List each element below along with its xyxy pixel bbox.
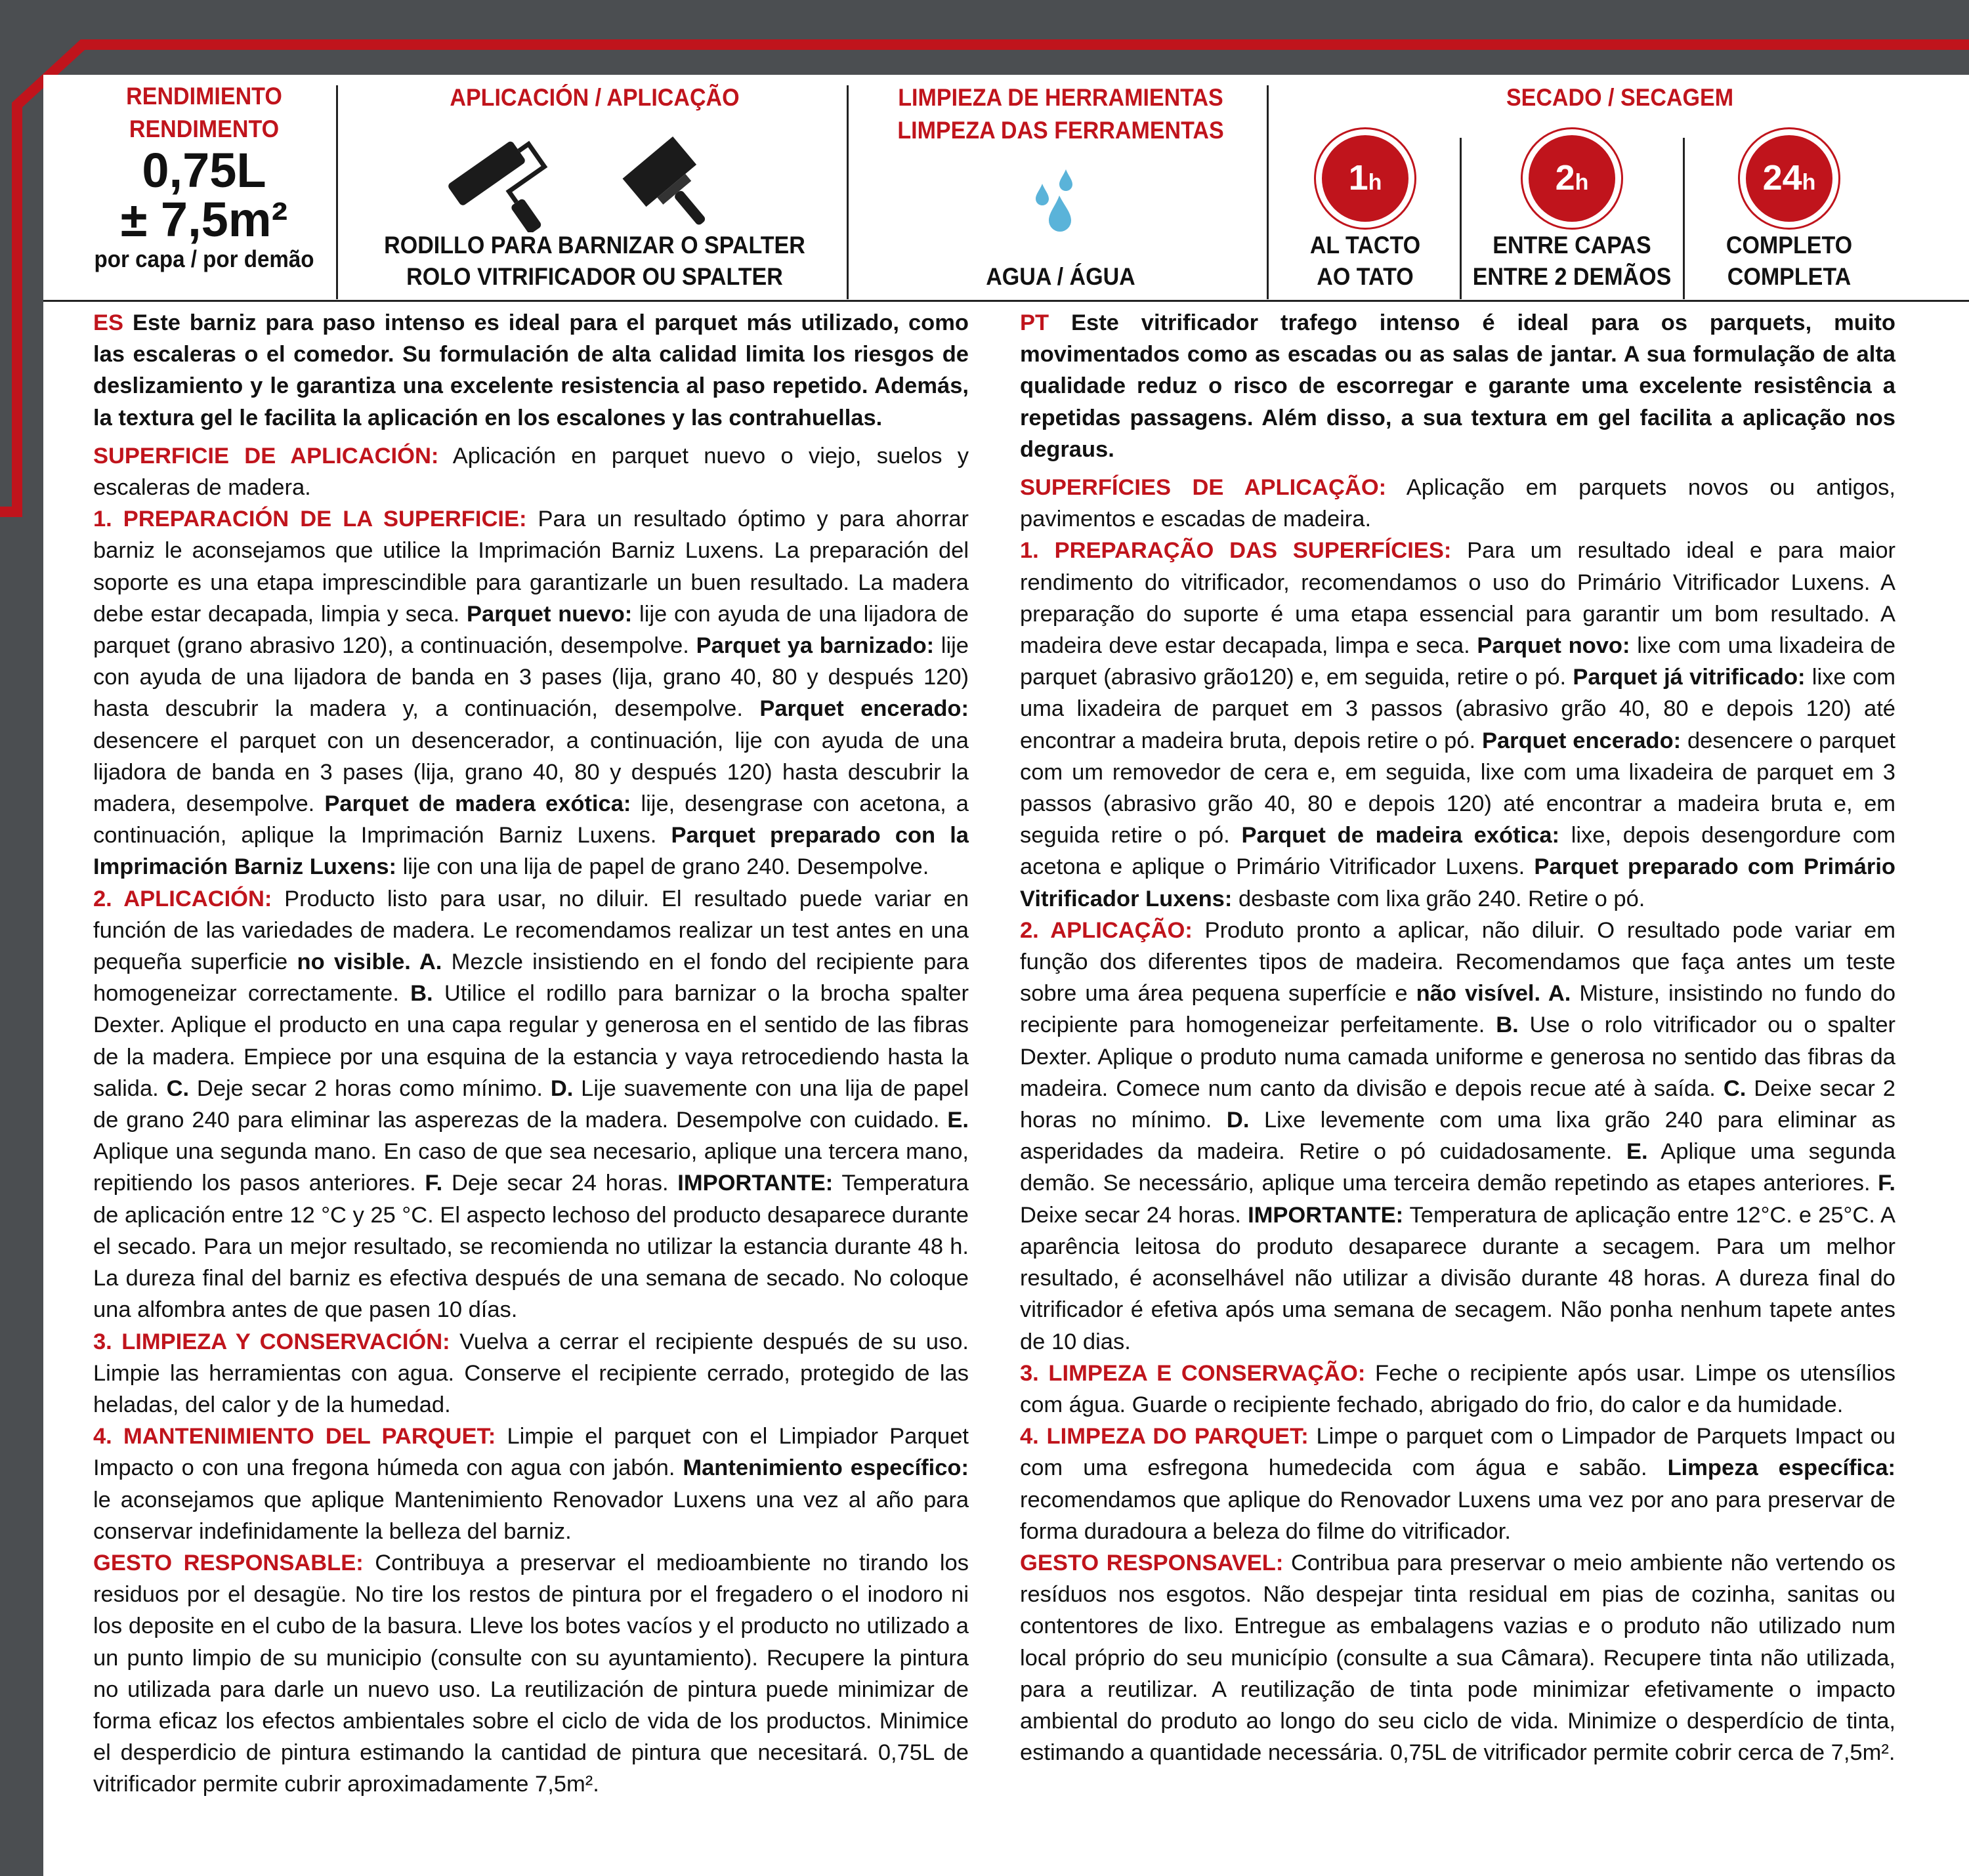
drying-time-1: 1 xyxy=(1348,158,1368,198)
application-title: APLICACIÓN / APLICAÇÃO xyxy=(450,84,740,111)
cleaning-title-pt: LIMPEZA DAS FERRAMENTAS xyxy=(897,117,1224,144)
intro-pt: PT Este vitrificador trafego intenso é ideal para os parquets, muito movimentados como as escadas ou as salas de jantar. A sua formulação de alta qualidade reduz o risco de escorregar e garante uma excelente resistência a repetidas passagens. Além disso, a sua textura em gel facilita a aplicação nos degraus. xyxy=(1020,310,1895,462)
section-surface-es: SUPERFICIE DE APLICACIÓN: Aplicación en parquet nuevo o viejo, suelos y escaleras de madera. xyxy=(93,443,969,501)
yield-title-es: RENDIMIENTO xyxy=(126,83,282,110)
drying-label-1-es: AL TACTO xyxy=(1309,232,1421,259)
text-column-es xyxy=(93,307,969,1801)
spalter-brush-icon xyxy=(618,134,729,232)
clock-24h-icon xyxy=(1738,127,1840,230)
clock-1h-icon xyxy=(1314,127,1416,230)
cleaning-label: AGUA / ÁGUA xyxy=(986,263,1135,290)
lang-code-pt: PT xyxy=(1020,310,1049,335)
cleaning-block xyxy=(857,75,1264,302)
drying-label-3-es: COMPLETO xyxy=(1726,232,1853,259)
yield-volume: 0,75L xyxy=(142,143,266,198)
clock-2h-icon xyxy=(1521,127,1623,230)
drying-unit-1: h xyxy=(1368,170,1382,195)
section-application-pt: 2. APLICAÇÃO: Produto pronto a aplicar, não diluir. O resultado pode variar em função dos diferentes tipos de madeira. Recomendamos que faça antes um teste sobre uma área pequena superfície e não visível. A. Misture, insistindo no fundo do recipiente para homogeneizar perfeitamente. B. Use o rolo vitrificador ou o spalter Dexter. Aplique o produto numa camada uniforme e generosa no sentido das fibras da madeira. Comece num canto da divisão e depois recue até à saída. C. Deixe secar 2 horas no mínimo. D. Lixe levemente com uma lixa grão 240 para eliminar as asperidades da madeira. Retire o pó cuidadosamente. E. Aplique uma segunda demão. Se necessário, aplique uma terceira demão repetindo as etapes anteriores. F. Deixe secar 24 horas. IMPORTANTE: Temperatura de aplicação entre 12°C. e 25°C. A aparência leitosa do produto desaparece durante a secagem. Para um melhor resultado, é aconselhável não utilizar a divisão durante 48 horas. A dureza final do vitrificador é efetiva após uma semana de secagem. Não ponha nenhum tapete antes de 10 dias. xyxy=(1020,917,1896,1354)
roller-icon xyxy=(442,134,561,232)
drying-item-complete xyxy=(1684,75,1894,302)
application-block xyxy=(345,75,844,302)
water-drops-icon xyxy=(1028,167,1087,245)
drying-title: SECADO / SECAGEM xyxy=(1506,84,1734,111)
header-band xyxy=(43,75,1969,302)
yield-block xyxy=(83,75,326,302)
drying-time-2: 2 xyxy=(1555,158,1575,198)
section-surface-pt: SUPERFÍCIES DE APLICAÇÃO: Aplicação em parquets novos ou antigos, pavimentos e escadas de madeira. xyxy=(1020,475,1895,532)
yield-per-coat: por capa / por demão xyxy=(94,245,314,272)
drying-unit-2: h xyxy=(1575,170,1589,195)
drying-label-3-pt: COMPLETA xyxy=(1727,263,1852,290)
section-cleaning-es: 3. LIMPIEZA Y CONSERVACIÓN: Vuelva a cerrar el recipiente después de su uso. Limpie las herramientas con agua. Conserve el recipiente cerrado, protegido de las heladas, del calor y de la humedad. xyxy=(93,1329,969,1417)
drying-item-between-coats xyxy=(1461,75,1683,302)
yield-area: ± 7,5m² xyxy=(120,192,288,247)
section-maintenance-pt: 4. LIMPEZA DO PARQUET: Limpe o parquet com o Limpador de Parquets Impact ou com uma esfregona humedecida com água e sabão. Limpeza específica: recomendamos que aplique do Renovador Luxens uma vez por ano para preservar de forma duradoura a beleza do filme do vitrificador. xyxy=(1020,1424,1895,1544)
application-line-pt: ROLO VITRIFICADOR OU SPALTER xyxy=(406,263,783,290)
yield-title-pt: RENDIMENTO xyxy=(129,115,280,142)
section-application-es: 2. APLICACIÓN: Producto listo para usar, no diluir. El resultado puede variar en función de las variedades de madera. Le recomendamos realizar un test antes en una pequeña superficie no visible. A. Mezcle insistiendo en el fondo del recipiente para homogeneizar correctamente. B. Utilice el rodillo para barnizar o la brocha spalter Dexter. Aplique el producto en una capa regular y generosa en el sentido de las fibras de la madera. Empiece por una esquina de la estancia y vaya retrocediendo hasta la salida. C. Deje secar 2 horas como mínimo. D. Lije suavemente con una lija de papel de grano 240 para eliminar las asperezas de la madera. Desempolve con cuidado. E. Aplique una segunda mano. En caso de que sea necesario, aplique una tercera mano, repitiendo los pasos anteriores. F. Deje secar 24 horas. IMPORTANTE: Temperatura de aplicación entre 12 °C y 25 °C. El aspecto lechoso del producto desaparece durante el secado. Para un mejor resultado, se recomienda no utilizar la estancia durante 48 h. La dureza final del barniz es efectiva después de una semana de secado. No coloque una alfombra antes de que pasen 10 días. xyxy=(93,886,969,1323)
drying-unit-3: h xyxy=(1802,170,1816,195)
drying-label-1-pt: AO TATO xyxy=(1317,263,1414,290)
drying-block xyxy=(1271,75,1969,302)
section-maintenance-es: 4. MANTENIMIENTO DEL PARQUET: Limpie el parquet con el Limpiador Parquet Impacto o con una fregona húmeda con agua con jabón. Mantenimiento específico: le aconsejamos que aplique Mantenimiento Renovador Luxens una vez al año para conservar indefinidamente la belleza del barniz. xyxy=(93,1424,969,1544)
text-column-pt xyxy=(1020,307,1895,1768)
section-preparation-es: 1. PREPARACIÓN DE LA SUPERFICIE: Para un resultado óptimo y para ahorrar barniz le aconsejamos que utilice la Imprimación Barniz Luxens. La preparación del soporte es una etapa imprescindible para garantizarle un buen resultado. La madera debe estar decapada, limpia y seca. Parquet nuevo: lije con ayuda de una lijadora de parquet (grano abrasivo 120), a continuación, desempolve. Parquet ya barnizado: lije con ayuda de una lijadora de banda en 3 pases (lija, grano 40, 80 y después 120) hasta descubrir la madera y, a continuación, desempolve. Parquet encerado: desencere el parquet con un desencerador, a continuación, lije con ayuda de una lijadora de banda en 3 pases (lija, grano 40, 80 y después 120) hasta descubrir la madera, desempolve. Parquet de madera exótica: lije, desengrase con acetona, a continuación, aplique la Imprimación Barniz Luxens. Parquet preparado con la Imprimación Barniz Luxens: lije con una lija de papel de grano 240. Desempolve. xyxy=(93,507,969,880)
section-responsible-es: GESTO RESPONSABLE: Contribuya a preservar el medioambiente no tirando los residuos por el desagüe. No tire los restos de pintura por el fregadero o el inodoro ni los deposite en el cubo de la basura. Lleve los botes vacíos y el producto no utilizado a un punto limpio de su municipio (consulte con su ayuntamiento). Recupere la pintura no utilizada para darle un nuevo uso. La reutilización de pintura puede minimizar de forma eficaz los efectos ambientales sobre el ciclo de vida de los productos. Minimice el desperdicio de pintura estimando la cantidad de pintura que necesitará. 0,75L de vitrificador permite cubrir aproximadamente 7,5m². xyxy=(93,1550,969,1797)
section-cleaning-pt: 3. LIMPEZA E CONSERVAÇÃO: Feche o recipiente após usar. Limpe os utensílios com água. Guarde o recipiente fechado, abrigado do frio, do calor e da humidade. xyxy=(1020,1360,1896,1417)
section-responsible-pt: GESTO RESPONSAVEL: Contribua para preservar o meio ambiente não vertendo os resíduos nos esgotos. Não despejar tinta residual em pias de cozinha, sanitas ou contentores de lixo. Entregue as embalagens vazias e o produto não utilizado num local próprio do seu município (consulte a sua Câmara). Recupere tinta não utilizada, para a reutilizar. A reutilização de tinta pode minimizar efetivamente o impacto ambiental do produto ao longo do seu ciclo de vida. Minimize o desperdício de tinta, estimando a quantidade necessária. 0,75L de vitrificador permite cobrir cerca de 7,5m². xyxy=(1020,1550,1895,1766)
cleaning-title-es: LIMPIEZA DE HERRAMIENTAS xyxy=(898,84,1223,111)
lang-code-es: ES xyxy=(93,310,124,335)
drying-label-2-es: ENTRE CAPAS xyxy=(1493,232,1651,259)
drying-label-2-pt: ENTRE 2 DEMÃOS xyxy=(1472,263,1672,290)
section-preparation-pt: 1. PREPARAÇÃO DAS SUPERFÍCIES: Para um resultado ideal e para maior rendimento do vitrificador, recomendamos o uso do Primário Vitrificador Luxens. A preparação do suporte é uma etapa essencial para garantir um bom resultado. A madeira deve estar decapada, limpa e seca. Parquet novo: lixe com uma lixadeira de parquet (abrasivo grão120) e, em seguida, retire o pó. Parquet já vitrificado: lixe com uma lixadeira de parquet em 3 passos (abrasivo grão 40, 80 e depois 120) até encontrar a madeira bruta, depois retire o pó. Parquet encerado: desencere o parquet com um removedor de cera e, em seguida, lixe com uma lixadeira de parquet em 3 passos (abrasivo grão 40, 80 e depois 120) até encontrar a madeira bruta e, em seguida retire o pó. Parquet de madeira exótica: lixe, depois desengordure com acetona e aplique o Primário Vitrificador Luxens. Parquet preparado com Primário Vitrificador Luxens: desbaste com lixa grão 240. Retire o pó. xyxy=(1020,538,1896,911)
drying-item-touch xyxy=(1271,75,1460,302)
application-line-es: RODILLO PARA BARNIZAR O SPALTER xyxy=(384,232,805,259)
intro-es: ES Este barniz para paso intenso es ideal para el parquet más utilizado, como las escaleras o el comedor. Su formulación de alta calidad limita los riesgos de deslizamiento y le garantiza una excelente resistencia al paso repetido. Además, la textura gel le facilita la aplicación en los escalones y las contrahuellas. xyxy=(93,310,969,430)
drying-time-3: 24 xyxy=(1762,158,1802,198)
